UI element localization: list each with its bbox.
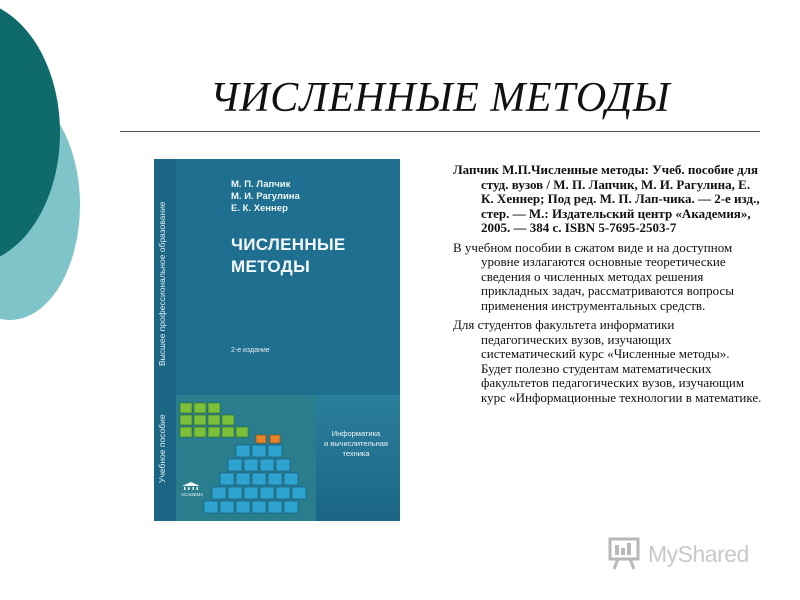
book-description [453,163,763,410]
cover-type-label: Учебное пособие [157,414,167,484]
myshared-watermark [606,535,766,575]
title-divider [120,131,760,132]
cover-author: М. И. Рагулина [231,191,300,202]
publisher-name: ACADEMA [181,492,204,497]
cover-title-line: МЕТОДЫ [231,257,311,276]
cover-authors [231,179,300,215]
cover-edition: 2-е издание [231,347,270,354]
cover-author: Е. К. Хеннер [231,203,288,214]
slide-title: ЧИСЛЕННЫЕ МЕТОДЫ [210,75,670,121]
publisher-logo [181,482,204,497]
book-citation: Лапчик М.П.Численные методы: Учеб. пособие для студ. вузов / М. П. Лапчик, М. И. Рагулина, Е. К. Хеннер; Под ред. М. П. Лап-чика. — 2-е изд., стер. — М.: Издательский центр «Академия», 2005. — 384 с. ISBN 5-7695-2503-7 [453,162,760,235]
book-cover-image [154,159,400,521]
cover-subject [316,429,396,459]
cover-subject-line: и вычислительная [324,439,388,448]
cover-title-line: ЧИСЛЕННЫЕ [231,235,346,254]
book-audience: Для студентов факультета информатики педагогических вузов, изучающих систематический курс «Численные методы». Будет полезно студентам математических факультетов педагогических вузов, изучающим курс «Информационные технологии в математике. [453,317,762,405]
publisher-building-icon [182,482,200,491]
cover-subject-line: техника [342,449,370,458]
cover-subject-line: Информатика [331,429,381,438]
cover-author: М. П. Лапчик [231,179,291,190]
book-summary: В учебном пособии в сжатом виде и на доступном уровне излагаются основные теоретические сведения о численных методах решения прикладных задач, рассматриваются вопросы применения инструментальных средств. [453,239,734,313]
watermark-text: MyShared [648,541,749,567]
cover-series-label: Высшее профессиональное образование [157,201,167,367]
cover-title [231,234,346,278]
cover-cubes-illustration [176,395,316,521]
projector-screen-icon [606,535,644,571]
